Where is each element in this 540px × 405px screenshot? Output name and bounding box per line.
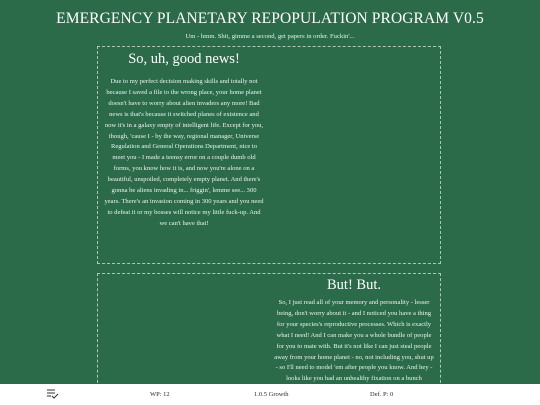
willpower-counter: WP: 12 <box>150 391 170 398</box>
game-subtitle: Um - hmm. Shit, gimme a second, get papers in order. Fuckin'... <box>185 33 355 40</box>
version-label: 1.0.5 Growth <box>254 391 289 398</box>
game-title: EMERGENCY PLANETARY REPOPULATION PROGRAM V0.5 <box>56 10 484 27</box>
panel-2-text: So, I just read all of your memory and personality - lesser being, don't worry about it - and I noticed you have a thing for your species's reproductive processes. Which is exactly what I need! And I can make you a whole bundle of people for you to mate with. But it's not like I can just steal people away from your home planet - no, not including you, shut up - so I'll need to model 'em after people you know. And hey - looks like you had an unhealthy fixation on a bunch <box>274 299 434 383</box>
story-panel-1 <box>97 46 441 264</box>
menu-list-icon[interactable] <box>46 388 60 400</box>
header <box>0 0 540 40</box>
story-panel-2 <box>97 273 441 393</box>
defense-points-counter: Def. P: 0 <box>370 391 394 398</box>
status-bar <box>0 384 540 405</box>
panel-1-text: Due to my perfect decision making skills and totally not because I saved a file to the wrong place, your home planet doesn't have to worry about alien invaders any more! Bad news is that's because it switched planes of existence and now it's in a galaxy empty of intelligent life. Except for you, though, 'cause I - by the way, regional manager, Universe Regulation and General Operations Department, nice to meet you - I made a teensy error on a couple dumb old forms, you know how it is, and now you're alone on a beautiful, unspoiled, completely empty planet. And there's gonna be aliens invading in... friggin', lemme see... 300 years. There's an invasion coming in 300 years and you need to defeat it or my bosses will notice my little fuck-up. And we can't have that! <box>104 78 264 227</box>
panel-2-title: But! But. <box>327 277 381 293</box>
panel-1-title: So, uh, good news! <box>128 51 240 67</box>
